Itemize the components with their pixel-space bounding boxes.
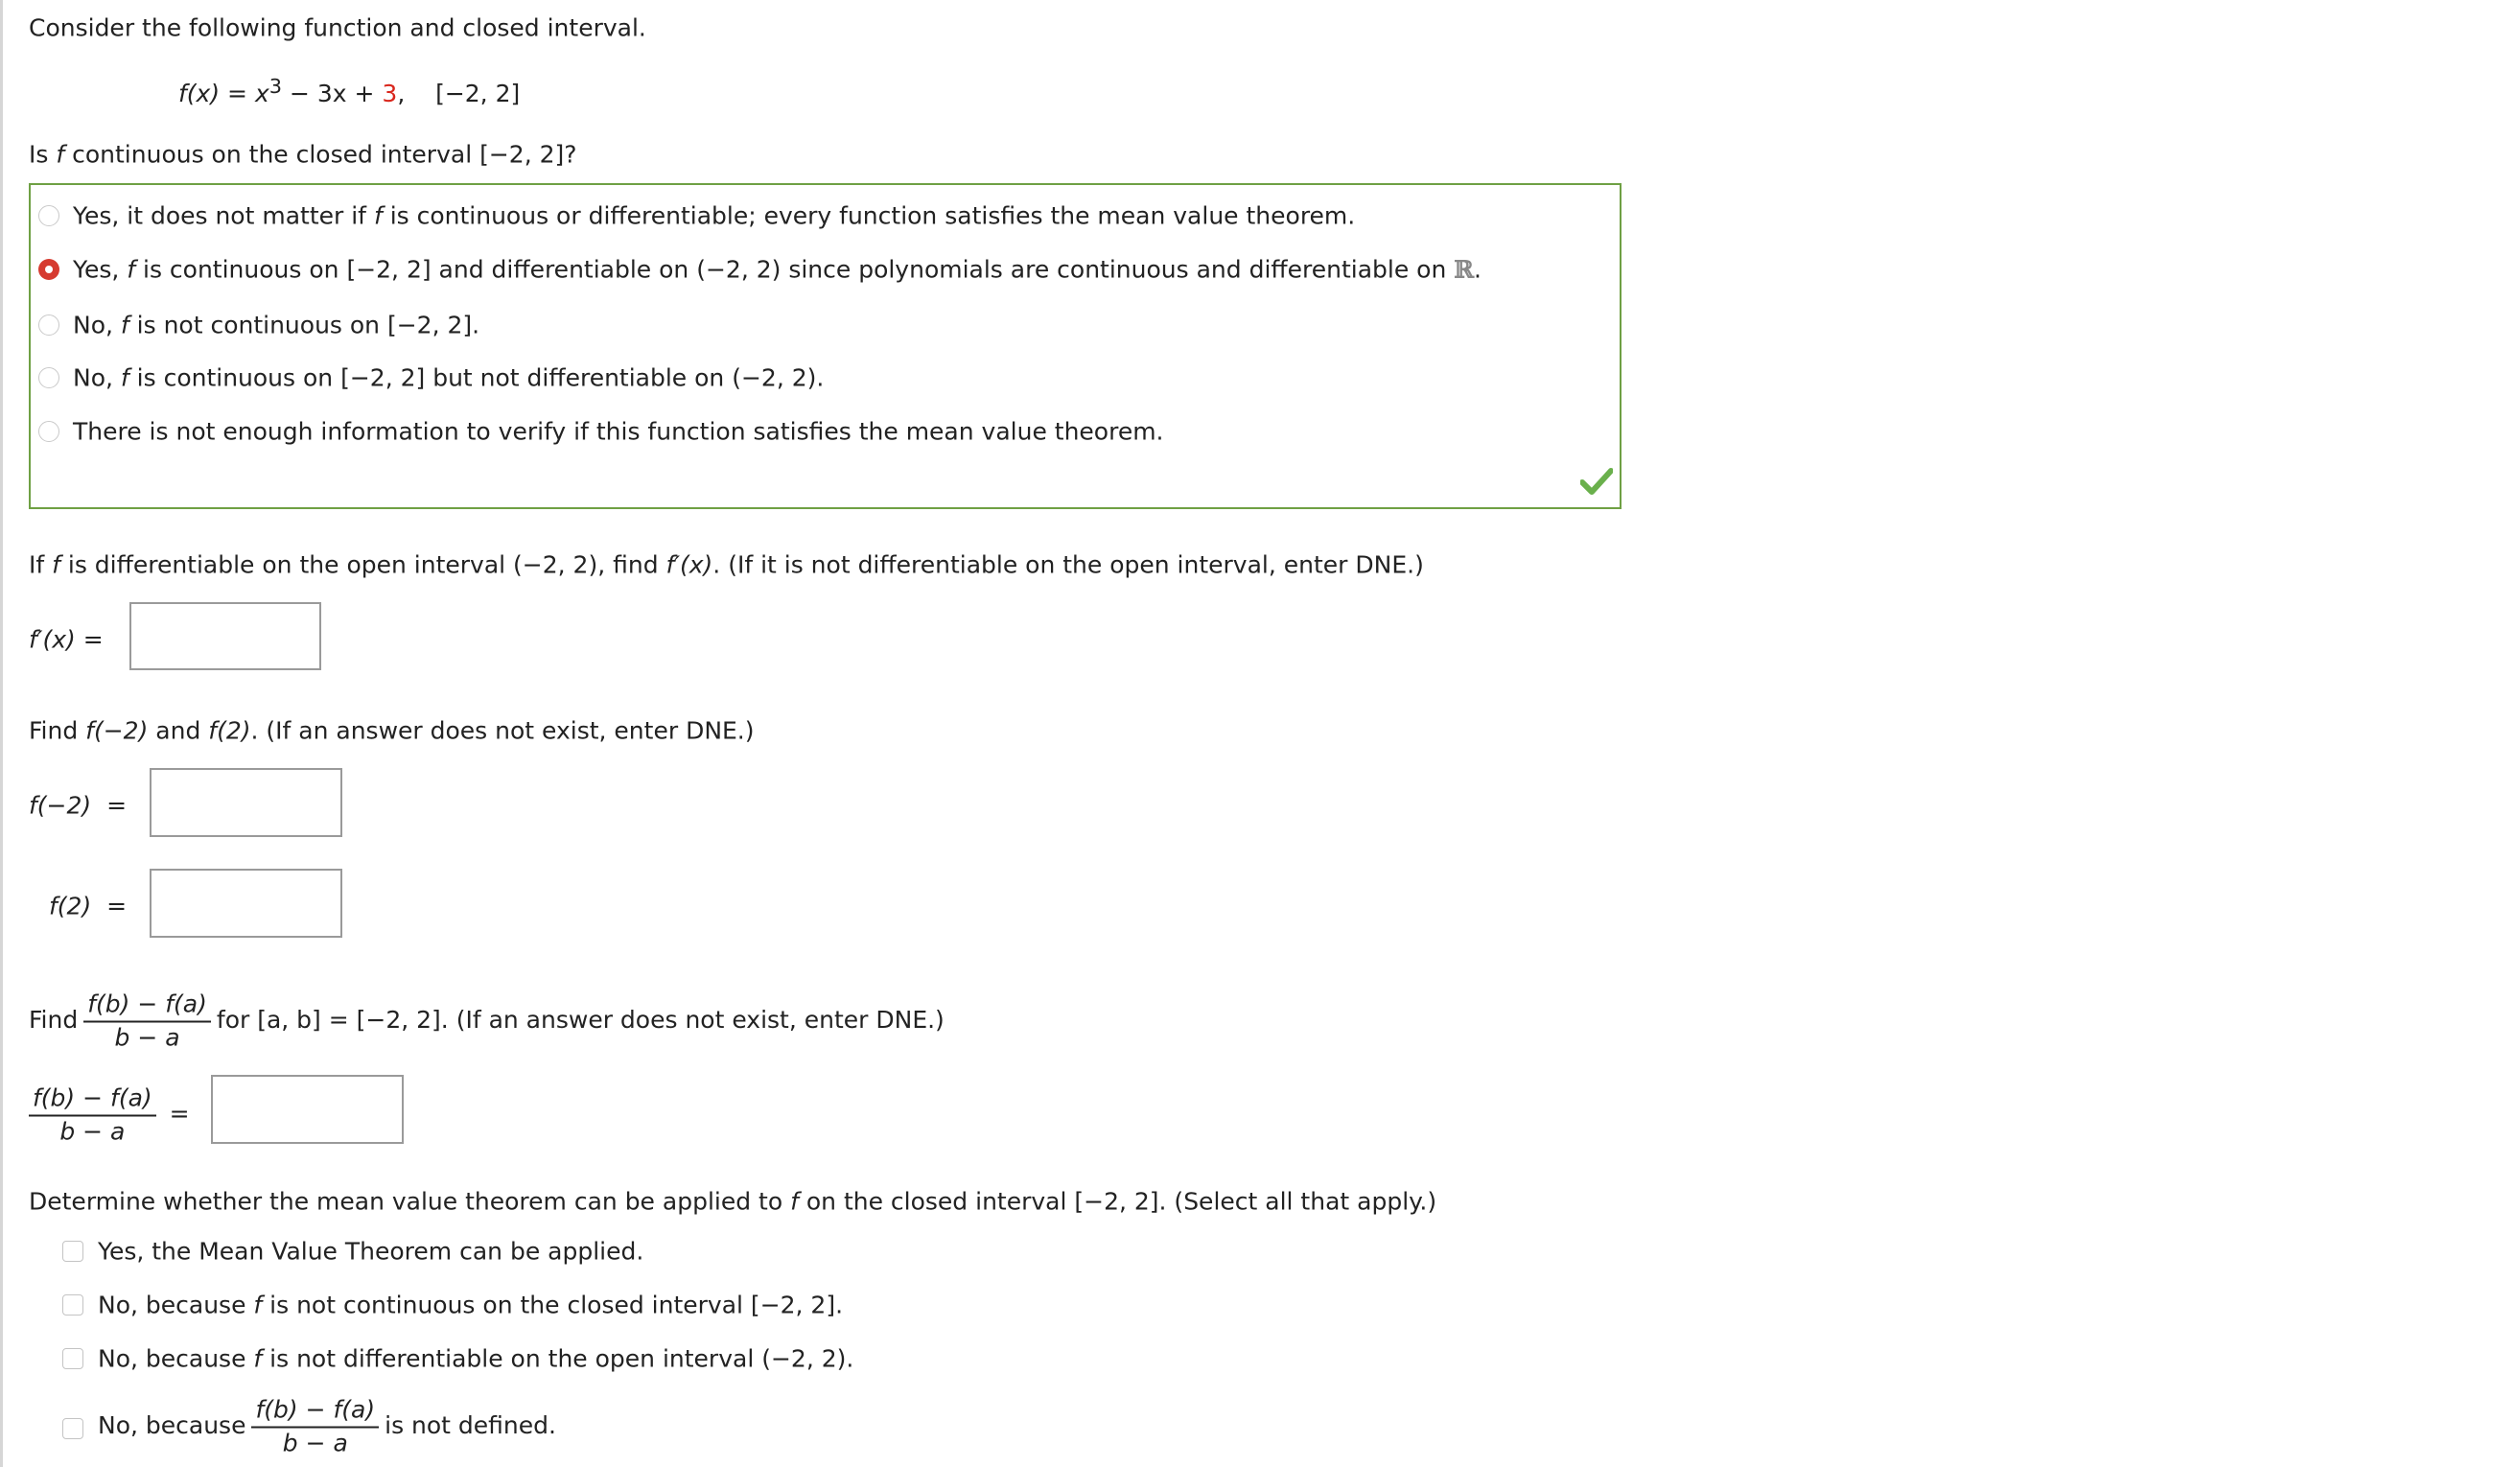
- f-symbol: f: [56, 140, 65, 169]
- correct-check-icon: [1580, 468, 1613, 495]
- q3-prompt: [29, 717, 755, 745]
- q5-option-2-checkbox[interactable]: [62, 1294, 83, 1316]
- f-2-input[interactable]: [150, 869, 342, 938]
- text: If: [29, 550, 53, 579]
- text: Yes, it does not matter if: [73, 201, 374, 230]
- difference-quotient: [251, 1395, 379, 1459]
- text: . (If an answer does not exist, enter DNE.): [250, 716, 755, 745]
- q5-prompt: [29, 1188, 1436, 1216]
- text: is not continuous on [−2, 2].: [128, 311, 480, 339]
- text: No,: [73, 363, 121, 392]
- text: is not differentiable on the open interval (−2, 2).: [262, 1344, 854, 1373]
- q1-option-2-radio-selected[interactable]: [38, 259, 59, 280]
- function-constant: 3: [382, 80, 398, 108]
- q1-option-1-label[interactable]: [73, 202, 1355, 230]
- q2-prompt: [29, 551, 1424, 579]
- exponent: 3: [268, 74, 283, 98]
- f-symbol: f: [127, 255, 136, 284]
- q1-option-2-label[interactable]: [73, 256, 1482, 284]
- text: Determine whether the mean value theorem can be applied to: [29, 1187, 791, 1216]
- left-border: [0, 0, 3, 1467]
- equals: =: [106, 791, 128, 820]
- denominator: b − a: [282, 1429, 348, 1456]
- derivative-symbol: f′(x): [665, 550, 713, 579]
- f-symbol: f: [253, 1291, 263, 1319]
- text: and: [148, 716, 209, 745]
- q1-option-4-label[interactable]: [73, 364, 824, 392]
- text: No,: [73, 311, 121, 339]
- interval: [−2, 2]: [435, 80, 521, 108]
- denominator: b − a: [114, 1023, 180, 1051]
- denominator: b − a: [59, 1117, 126, 1145]
- f-2-label: [49, 893, 127, 920]
- equals: =: [106, 892, 128, 920]
- derivative-input[interactable]: [129, 602, 321, 670]
- q4-label: [29, 1083, 190, 1148]
- q5-option-1-label[interactable]: [98, 1238, 643, 1266]
- difference-quotient: [83, 990, 211, 1054]
- text: No, because: [98, 1411, 246, 1439]
- q1-prompt-a: Is: [29, 140, 57, 169]
- function-definition: [178, 75, 520, 107]
- f-neg2-input[interactable]: [150, 768, 342, 837]
- f-symbol: f: [790, 1187, 799, 1216]
- q4-prompt: [29, 990, 945, 1054]
- f-symbol: f: [120, 363, 129, 392]
- q1-option-5-radio[interactable]: [38, 421, 59, 442]
- text: .: [1474, 255, 1482, 284]
- text: No, because: [98, 1291, 254, 1319]
- q2-label: [29, 626, 104, 654]
- text: is continuous on [−2, 2] but not differentiable on (−2, 2).: [128, 363, 825, 392]
- comma: ,: [397, 80, 406, 108]
- text: is not defined.: [385, 1411, 556, 1439]
- text: Find: [29, 1006, 79, 1034]
- label: f′(x): [29, 625, 76, 654]
- f-symbol: f: [120, 311, 129, 339]
- numerator: f(b) − f(a): [83, 990, 211, 1023]
- f-symbol: f: [373, 201, 383, 230]
- equals: =: [169, 1100, 190, 1128]
- numerator: f(b) − f(a): [251, 1395, 379, 1429]
- f-symbol: f: [52, 550, 60, 579]
- q5-option-4-label[interactable]: [98, 1395, 556, 1459]
- f-2: f(2): [208, 716, 251, 745]
- f-neg2-label: [29, 792, 127, 820]
- q5-option-2-label[interactable]: [98, 1292, 843, 1319]
- reals-symbol: ℝ: [1454, 255, 1475, 284]
- intro-text: Consider the following function and closed interval.: [29, 13, 646, 42]
- q5-option-1-checkbox[interactable]: [62, 1241, 83, 1262]
- equals: =: [82, 625, 104, 654]
- text: is differentiable on the open interval (−2, 2), find: [59, 550, 666, 579]
- q1-option-3-radio[interactable]: [38, 314, 59, 336]
- f-symbol: f: [253, 1344, 263, 1373]
- function-lhs: f(x) = x: [178, 80, 269, 108]
- q1-option-5-label[interactable]: [73, 418, 1164, 446]
- label: f(−2): [29, 791, 92, 820]
- function-middle: − 3x +: [282, 80, 383, 108]
- q5-option-3-checkbox[interactable]: [62, 1348, 83, 1369]
- q5-option-3-label[interactable]: [98, 1345, 853, 1373]
- text: . (If it is not differentiable on the open interval, enter DNE.): [712, 550, 1424, 579]
- q1-prompt: [29, 141, 577, 169]
- q1-option-3-label[interactable]: [73, 312, 479, 339]
- text: on the closed interval [−2, 2]. (Select all that apply.): [798, 1187, 1437, 1216]
- q1-prompt-b: continuous on the closed interval [−2, 2]?: [64, 140, 577, 169]
- text: There is not enough information to verify if this function satisfies the mean value theorem.: [73, 417, 1164, 446]
- text: is continuous on [−2, 2] and differentiable on (−2, 2) since polynomials are continuous and differentiable on: [135, 255, 1455, 284]
- f-neg2: f(−2): [85, 716, 149, 745]
- label: f(2): [49, 892, 92, 920]
- text: Yes, the Mean Value Theorem can be applied.: [98, 1237, 644, 1266]
- text: No, because: [98, 1344, 254, 1373]
- difference-quotient-input[interactable]: [211, 1075, 404, 1144]
- text: is not continuous on the closed interval [−2, 2].: [262, 1291, 844, 1319]
- q5-option-4-checkbox[interactable]: [62, 1418, 83, 1439]
- text: Find: [29, 716, 86, 745]
- text: is continuous or differentiable; every function satisfies the mean value theorem.: [382, 201, 1356, 230]
- text: Yes,: [73, 255, 128, 284]
- q1-answer-box: [29, 183, 1622, 509]
- text: for [a, b] = [−2, 2]. (If an answer does not exist, enter DNE.): [216, 1006, 945, 1034]
- q1-option-4-radio[interactable]: [38, 367, 59, 388]
- difference-quotient: [29, 1083, 156, 1148]
- numerator: f(b) − f(a): [29, 1083, 156, 1117]
- q1-option-1-radio[interactable]: [38, 205, 59, 226]
